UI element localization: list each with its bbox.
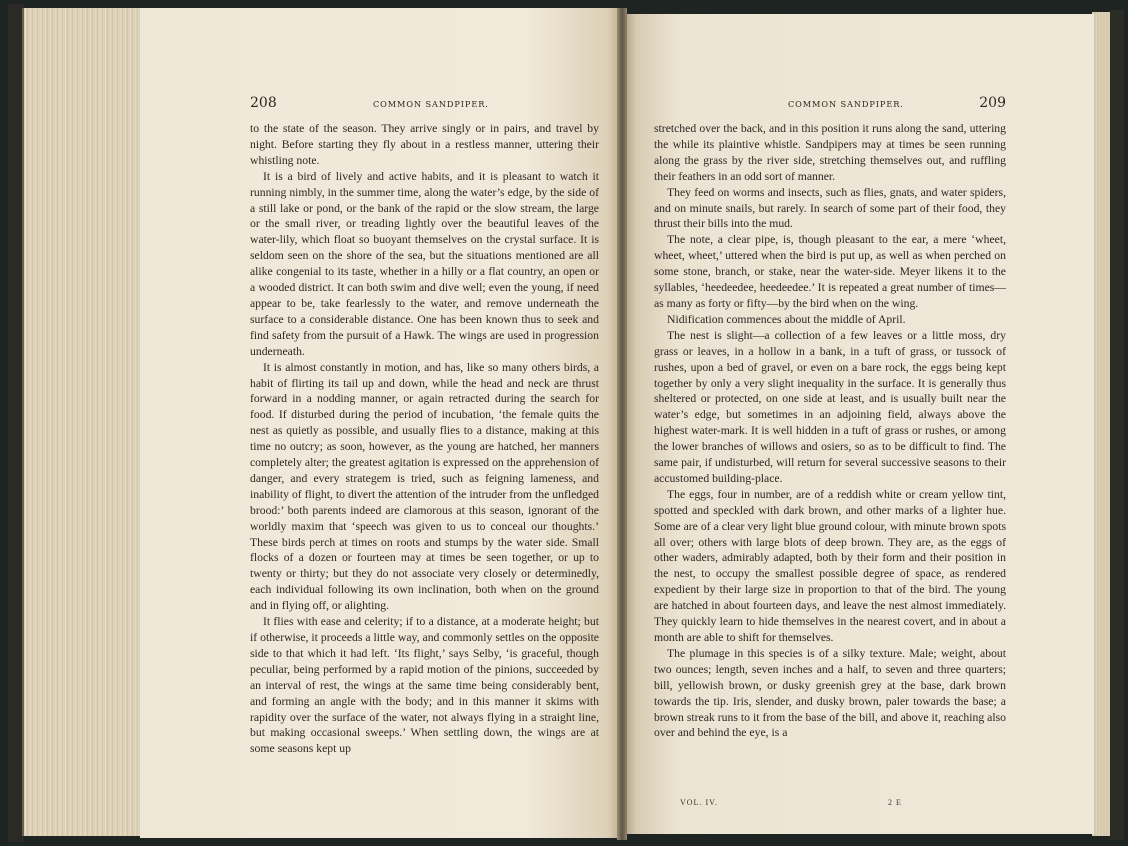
right-page-body	[654, 121, 1006, 741]
right-running-head: COMMON SANDPIPER.	[788, 99, 904, 109]
right-page-stack	[1092, 12, 1112, 836]
left-page-header	[250, 96, 600, 112]
signature-mark: VOL. IV.	[680, 798, 718, 807]
paragraph: Nidification commences about the middle of April.	[667, 312, 906, 326]
paragraph: It is almost constantly in motion, and has, like so many others birds, a habit of flirting its tail up and down, while the head and neck are thrust forward in a nodding manner, or again retracted during the search for food. If disturbed during the period of incubation, ‘the female quits the nest as quietly as possible, and usually flies to a distance, making at this time no outcry; as soon, however, as the young are hatched, her manners completely alter; the greatest agitation is expressed on the apprehension of danger, and every strategem is tried, such as feigning lameness, and inability of flight, to divert the attention of the intruder from the unfledged brood:’ both parents indeed are clamorous at this season, ignorant of the worldly maxim that ‘speech was given to us to conceal our thoughts.’ These birds perch at times on roots and stumps by the water side. Small flocks of a dozen or fourteen may at times be seen together, or up to twenty or thirty; but they do not associate very closely or determinedly, each individual following its own inclination, both when on the ground and in flying off, or alighting.	[250, 360, 599, 613]
paragraph: It is a bird of lively and active habits, and it is pleasant to watch it running nimbly, in the summer time, along the water’s edge, by the side of a still lake or pond, or the bank of the rapid or the slow stream, the large or the small river, or treading lightly over the beautiful leaves of the water-lily, which float so buoyant themselves on the crystal surface. It is seldom seen on the shore of the sea, but the situations mentioned are all alike congenial to its taste, whether in a hilly or a flat country, an open or a wooded district. It can both swim and dive well; even the young, if need appear to be, take fearlessly to the water, and remove underneath the surface to a considerable distance. One has been known thus to seek and find safety from the pursuit of a Hawk. The wings are used in progression underneath.	[250, 169, 599, 358]
sheet-mark: 2 E	[888, 798, 902, 807]
paragraph: They feed on worms and insects, such as flies, gnats, and water spiders, and on minute snails, but rarely. In search of some part of their food, they thrust their bills into the mud.	[654, 185, 1006, 231]
paragraph: The note, a clear pipe, is, though pleasant to the ear, a mere ‘wheet, wheet, wheet,’ uttered when the bird is put up, as well as when perched on some stone, branch, or stake, near the water-side. Meyer likens it to the syllables, ‘heedeedee, heedeedee.’ It is repeated a great number of times—as many as forty or fifty—by the bird when on the wing.	[654, 233, 1006, 310]
left-page-number: 208	[250, 95, 277, 111]
paragraph: The plumage in this species is of a silky texture. Male; weight, about two ounces; length, seven inches and a half, to seven and three quarters; bill, yellowish brown, or dusky greenish grey at the base, dark brown towards the tip. Iris, slender, and dusky brown, paler towards the base; a brown streak runs to it from the base of the bill, and above it, reaching also over and behind the eye, is a	[654, 646, 1006, 740]
left-page-body	[250, 121, 599, 757]
left-running-head: COMMON SANDPIPER.	[373, 99, 489, 109]
paragraph: to the state of the season. They arrive singly or in pairs, and travel by night. Before starting they fly about in a restless manner, uttering their whistling note.	[250, 122, 599, 167]
paragraph: The eggs, four in number, are of a reddish white or cream yellow tint, spotted and speckled with dark brown, and other marks of a lighter hue. Some are of a clear very light blue ground colour, with minute brown spots all over; others with large blots of deep brown. They are, as the eggs of other waders, admirably adapted, both by their form and their position in the nest, to occupy the smallest possible degree of space, as rendered expedient by their large size in proportion to that of the bird. The young are hatched in about fourteen days, and leave the nest almost immediately. They quickly learn to hide themselves in the nearest covert, and in about a month are able to shift for themselves.	[654, 487, 1006, 644]
book-cover-right-edge	[1110, 10, 1124, 840]
right-page-header	[654, 96, 1006, 112]
right-page-number: 209	[979, 95, 1006, 111]
book-gutter	[617, 8, 627, 840]
paragraph: It flies with ease and celerity; if to a distance, at a moderate height; but if otherwise, it proceeds a little way, and commonly settles on the opposite side to that which it had left. ‘Its flight,’ says Selby, ‘is graceful, though peculiar, being performed by a rapid motion of the pinions, succeeded by an interval of rest, the wings at the same time being considerably bent, and forming an angle with the body; and in this manner it skims with rapidity over the surface of the water, not always flying in a straight line, but making occasional sweeps.’ When settling down, the wings are at some seasons kept up	[250, 615, 599, 756]
paragraph: stretched over the back, and in this position it runs along the sand, uttering the while its plaintive whistle. Sandpipers may at times be seen running along the grass by the river side, stretching themselves out, and ruffling their feathers in an odd sort of manner.	[654, 122, 1006, 183]
paragraph: The nest is slight—a collection of a few leaves or a little moss, dry grass or leaves, in a hollow in a bank, in a tuft of grass, or tussock of rushes, upon a bed of gravel, or even on a bare rock, the eggs being kept together by only a very slight inequality in the surface. It is generally thus sheltered or protected, on one side at least, and is usually built near the water’s edge, but sometimes in an adjoining field, always above the highest water-mark. It is well hidden in a tuft of grass or rushes, or among the lower branches of willows and osiers, so as to be difficult to find. The same pair, if undisturbed, will return for several successive seasons to their accustomed building-place.	[654, 328, 1006, 485]
left-page-stack	[22, 8, 152, 836]
